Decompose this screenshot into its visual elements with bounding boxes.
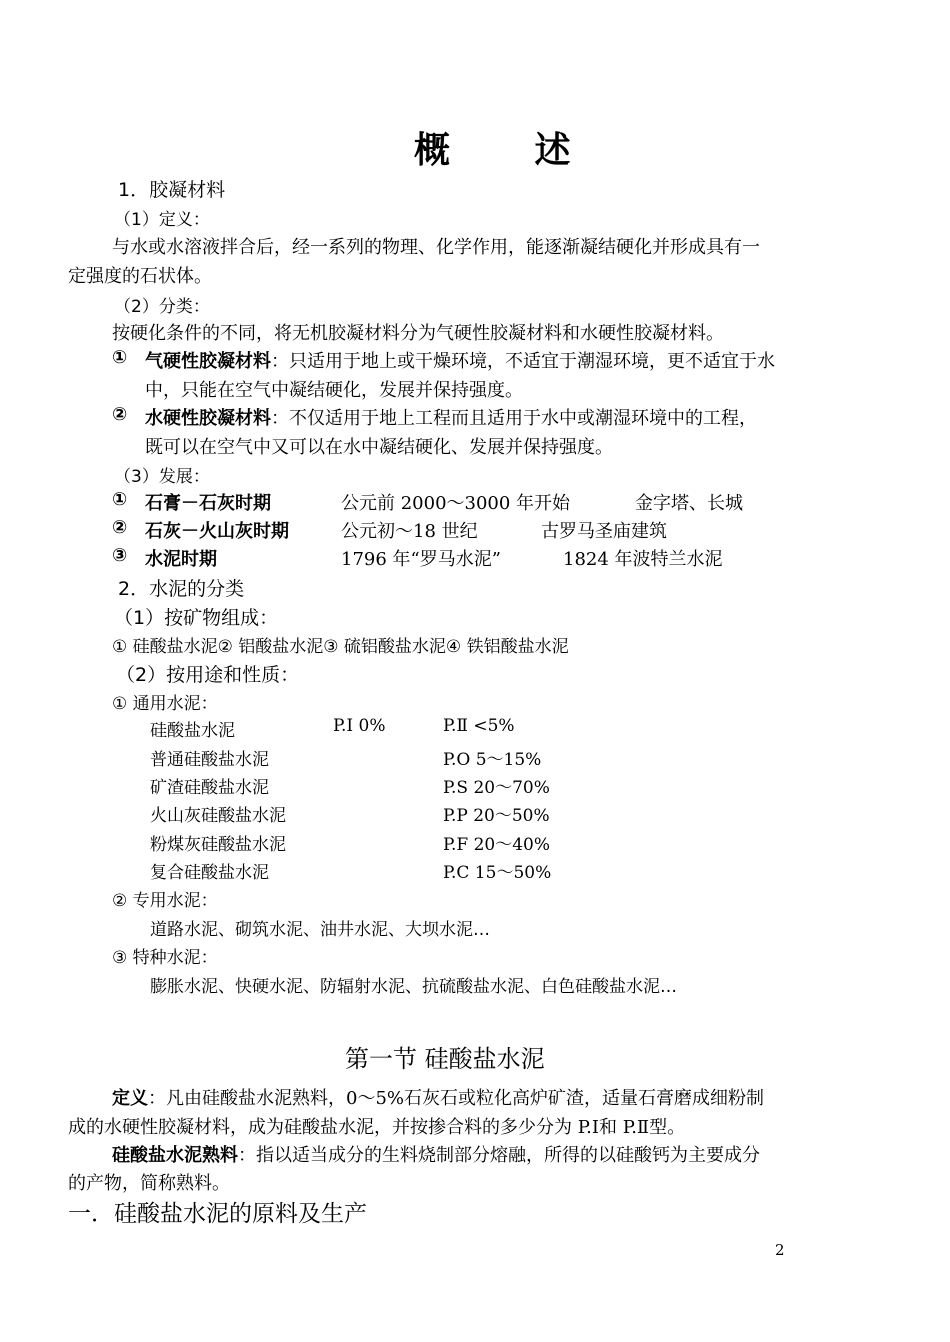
general-name-3: 矿渣硅酸盐水泥: [150, 778, 269, 798]
dev-period-3: 水泥时期: [145, 549, 217, 570]
water-hardening-item-line1: [145, 404, 757, 430]
section-definition-line1: [112, 1084, 764, 1110]
dev-example-1: 金字塔、长城: [635, 493, 743, 514]
general-name-1: 硅酸盐水泥: [150, 721, 235, 741]
general-name-5: 粉煤灰硅酸盐水泥: [150, 835, 286, 855]
mineral-list: ① 硅酸盐水泥② 铝酸盐水泥③ 硫铝酸盐水泥④ 铁铝酸盐水泥: [112, 637, 569, 657]
dev-period-2: 石灰－火山灰时期: [145, 521, 289, 542]
section-heading-binders: 1．胶凝材料: [118, 179, 226, 201]
special-cement-text: 道路水泥、砌筑水泥、油井水泥、大坝水泥…: [150, 920, 490, 940]
general-code2-5: P.F 20～40%: [443, 835, 551, 855]
general-code2-4: P.P 20～50%: [443, 806, 550, 826]
general-name-6: 复合硅酸盐水泥: [150, 863, 269, 883]
list-marker-2: ②: [112, 404, 128, 425]
dev-time-1: 公元前 2000～3000 年开始: [341, 493, 571, 514]
clinker-definition-line1: [112, 1141, 760, 1167]
mineral-label: （1）按矿物组成：: [114, 607, 279, 629]
section-definition-term: 定义: [112, 1088, 148, 1109]
list-marker-1: ①: [112, 347, 128, 368]
featured-cement-text: 膨胀水泥、快硬水泥、防辐射水泥、抗硫酸盐水泥、白色硅酸盐水泥…: [150, 977, 677, 997]
general-name-2: 普通硅酸盐水泥: [150, 750, 269, 770]
water-hardening-desc: ：不仅适用于地上工程而且适用于水中或潮湿环境中的工程，: [271, 408, 757, 429]
use-label: （2）按用途和性质：: [116, 664, 300, 686]
general-code2-6: P.C 15～50%: [443, 863, 552, 883]
general-code2-3: P.S 20～70%: [443, 778, 550, 798]
general-code2-1: P.Ⅱ <5%: [443, 716, 515, 736]
definition-text-line2: 定强度的石状体。: [68, 266, 212, 287]
definition-text-line1: 与水或水溶液拌合后，经一系列的物理、化学作用，能逐渐凝结硬化并形成具有一: [112, 237, 760, 258]
air-hardening-item-line1: [145, 347, 775, 373]
subsection-heading: 一．硅酸盐水泥的原料及生产: [68, 1201, 367, 1227]
dev-mark-3: ③: [112, 545, 128, 566]
development-label: （3）发展：: [114, 467, 210, 487]
air-hardening-desc: ：只适用于地上或干燥环境，不适宜于潮湿环境，更不适宜于水: [271, 351, 775, 372]
general-code1-1: P.Ⅰ 0%: [333, 716, 386, 736]
classification-label: （2）分类：: [114, 297, 210, 317]
water-hardening-item-line2: 既可以在空气中又可以在水中凝结硬化、发展并保持强度。: [145, 437, 613, 458]
dev-example-2: 古罗马圣庙建筑: [541, 521, 667, 542]
section-definition-line2: 成的水硬性胶凝材料，成为硅酸盐水泥，并按掺合料的多少分为 P.Ⅰ和 P.Ⅱ型。: [68, 1117, 686, 1138]
clinker-desc: ：指以适当成分的生料烧制部分熔融，所得的以硅酸钙为主要成分: [238, 1145, 760, 1166]
clinker-definition-line2: 的产物，简称熟料。: [68, 1173, 230, 1194]
section-title: 第一节 硅酸盐水泥: [345, 1045, 545, 1073]
dev-mark-2: ②: [112, 517, 128, 538]
dev-mark-1: ①: [112, 489, 128, 510]
page-number: 2: [775, 1241, 785, 1259]
dev-example-3: 1824 年波特兰水泥: [563, 549, 723, 570]
general-code2-2: P.O 5～15%: [443, 750, 542, 770]
classification-text: 按硬化条件的不同，将无机胶凝材料分为气硬性胶凝材料和水硬性胶凝材料。: [112, 323, 724, 344]
dev-time-3: 1796 年“罗马水泥”: [341, 549, 501, 570]
dev-time-2: 公元初～18 世纪: [341, 521, 478, 542]
section-definition-desc: ：凡由硅酸盐水泥熟料，0～5%石灰石或粒化高炉矿渣，适量石膏磨成细粉制: [148, 1088, 765, 1109]
general-name-4: 火山灰硅酸盐水泥: [150, 806, 286, 826]
air-hardening-term: 气硬性胶凝材料: [145, 351, 271, 372]
air-hardening-item-line2: 中，只能在空气中凝结硬化，发展并保持强度。: [145, 380, 523, 401]
definition-label: （1）定义：: [114, 210, 210, 230]
general-cement-label: ① 通用水泥：: [112, 694, 218, 714]
water-hardening-term: 水硬性胶凝材料: [145, 408, 271, 429]
special-cement-label: ② 专用水泥：: [112, 891, 218, 911]
dev-period-1: 石膏－石灰时期: [145, 493, 271, 514]
clinker-term: 硅酸盐水泥熟料: [112, 1145, 238, 1166]
page-title: 概 述: [414, 130, 607, 171]
featured-cement-label: ③ 特种水泥：: [112, 948, 218, 968]
section-heading-cement-types: 2．水泥的分类: [118, 578, 245, 600]
